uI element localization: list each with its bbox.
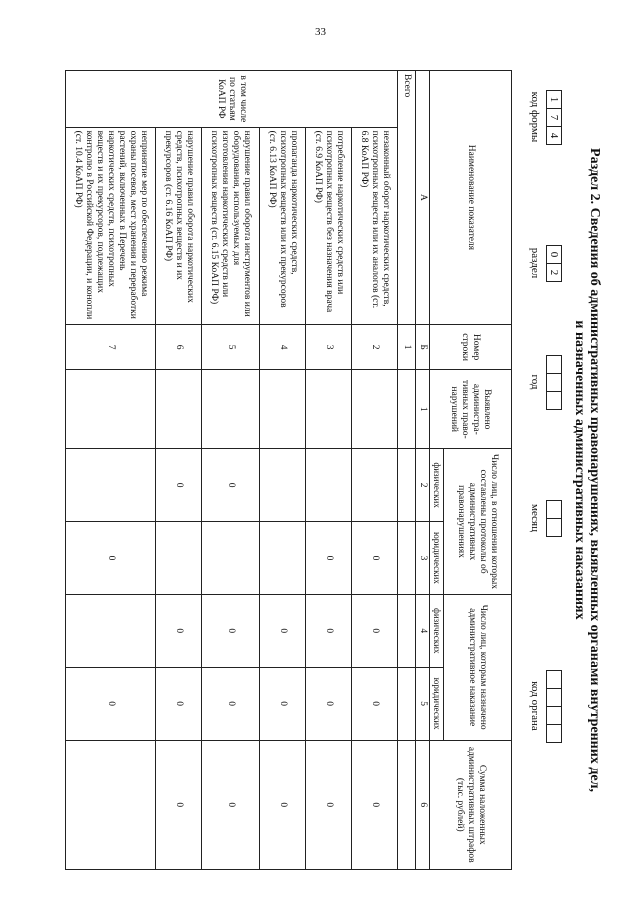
cell-punished-phys[interactable] <box>66 594 156 667</box>
title-line-2: и назначенных административных наказаниях <box>572 320 587 620</box>
header-fines: Сумма наложенных административных штрафов (тыс. рублей) <box>430 740 512 870</box>
table-row <box>306 71 352 870</box>
table-row <box>202 71 260 870</box>
cell-fines[interactable]: 0 <box>202 740 260 870</box>
row-group-total: Всего <box>398 71 416 325</box>
year-code-group <box>529 355 562 409</box>
cell-punished-jur[interactable]: 0 <box>306 667 352 740</box>
header-protocols: Число лиц, в отношении которых составлены протоколы об административных правонарушениях <box>444 449 512 595</box>
cell-fines[interactable] <box>398 740 416 870</box>
row-number: 5 <box>202 324 260 370</box>
col-index-2: 2 <box>416 449 430 522</box>
column-index-row <box>416 71 430 870</box>
section-code-group <box>529 245 562 281</box>
row-number: 1 <box>398 324 416 370</box>
cell-punished-jur[interactable]: 0 <box>66 667 156 740</box>
month-code-digit[interactable] <box>546 500 562 519</box>
cell-protocols-phys[interactable] <box>352 449 398 522</box>
col-index-1: 1 <box>416 370 430 449</box>
organ-code-group <box>529 670 562 742</box>
cell-punished-phys[interactable]: 0 <box>156 594 202 667</box>
cell-protocols-phys[interactable] <box>260 449 306 522</box>
cell-detected[interactable] <box>156 370 202 449</box>
col-index-3: 3 <box>416 522 430 595</box>
col-index-a: А <box>416 71 430 325</box>
cell-punished-jur[interactable] <box>398 667 416 740</box>
row-number: 7 <box>66 324 156 370</box>
table-row <box>352 71 398 870</box>
year-code-digit[interactable] <box>546 373 562 392</box>
month-code-label: месяц <box>529 504 541 532</box>
table-row <box>398 71 416 870</box>
cell-protocols-jur[interactable] <box>156 522 202 595</box>
form-code-label: код формы <box>529 91 541 143</box>
organ-code-digit[interactable] <box>546 706 562 725</box>
form-code-group <box>529 90 562 144</box>
row-name: потребление наркотических средств или психотропных веществ без назначения врача (ст. 6.9 КоАП РФ) <box>306 127 352 324</box>
year-code-digit[interactable] <box>546 355 562 374</box>
cell-detected[interactable] <box>66 370 156 449</box>
header-row <box>444 71 512 870</box>
organ-code-digit[interactable] <box>546 688 562 707</box>
col-index-4: 4 <box>416 594 430 667</box>
title-line-1: Раздел 2. Сведения об административных правонарушениях, выявленных органами внутренних дел, <box>587 148 602 792</box>
year-code-label: год <box>529 374 541 390</box>
cell-punished-phys[interactable]: 0 <box>306 594 352 667</box>
cell-fines[interactable]: 0 <box>260 740 306 870</box>
header-protocols-phys: физических <box>430 449 444 522</box>
table-row <box>156 71 202 870</box>
section-code-digit[interactable]: 2 <box>546 263 562 282</box>
row-number: 3 <box>306 324 352 370</box>
header-name: Наименование показателя <box>430 71 512 325</box>
cell-protocols-jur[interactable] <box>260 522 306 595</box>
cell-protocols-jur[interactable]: 0 <box>306 522 352 595</box>
header-punished-jur: юридических <box>430 667 444 740</box>
rotated-form-sheet <box>50 70 610 870</box>
form-code-digit[interactable]: 7 <box>546 108 562 127</box>
cell-fines[interactable]: 0 <box>352 740 398 870</box>
cell-detected[interactable] <box>306 370 352 449</box>
month-code-group <box>529 500 562 536</box>
cell-detected[interactable] <box>202 370 260 449</box>
cell-detected[interactable] <box>398 370 416 449</box>
year-code-digit[interactable] <box>546 391 562 410</box>
cell-protocols-jur[interactable] <box>202 522 260 595</box>
row-name: непринятие мер по обеспечению режима охраны посевов, мест хранения и переработки растений, включенных в Перечень наркотических средств, психотропных веществ и их прекурсоров, подлежащих контролю в Российской Федерации, и конопли (ст. 10.4 КоАП РФ) <box>66 127 156 324</box>
cell-punished-jur[interactable]: 0 <box>202 667 260 740</box>
header-protocols-jur: юридических <box>430 522 444 595</box>
section-title <box>572 70 602 870</box>
cell-protocols-phys[interactable]: 0 <box>202 449 260 522</box>
offenses-table <box>65 70 512 870</box>
form-code-digit[interactable]: 1 <box>546 90 562 109</box>
row-group-by-article: в том числе по статьям КоАП РФ <box>66 71 398 128</box>
cell-punished-jur[interactable]: 0 <box>260 667 306 740</box>
cell-protocols-phys[interactable] <box>306 449 352 522</box>
row-name: незаконный оборот наркотических средств, психотропных веществ или их аналогов (ст. 6.8 КоАП РФ) <box>352 127 398 324</box>
row-number: 4 <box>260 324 306 370</box>
col-index-b: Б <box>416 324 430 370</box>
cell-protocols-phys[interactable] <box>398 449 416 522</box>
section-code-label: раздел <box>529 247 541 279</box>
header-detected: Выявлено администра-тивных право-нарушений <box>430 370 512 449</box>
row-name: нарушение правил оборота инструментов или оборудования, используемых для изготовления наркотических средств или психотропных веществ (ст. 6.15 КоАП РФ) <box>202 127 260 324</box>
form-code-digit[interactable]: 4 <box>546 126 562 145</box>
header-punished: Число лиц, которым назначено административное наказание <box>444 594 512 740</box>
cell-punished-jur[interactable]: 0 <box>352 667 398 740</box>
cell-protocols-jur[interactable]: 0 <box>66 522 156 595</box>
cell-protocols-phys[interactable]: 0 <box>156 449 202 522</box>
cell-punished-phys[interactable]: 0 <box>202 594 260 667</box>
row-number: 2 <box>352 324 398 370</box>
cell-fines[interactable] <box>66 740 156 870</box>
organ-code-label: код органа <box>529 681 541 731</box>
cell-punished-jur[interactable]: 0 <box>156 667 202 740</box>
section-code-digit[interactable]: 0 <box>546 245 562 264</box>
row-number: 6 <box>156 324 202 370</box>
cell-protocols-phys[interactable] <box>66 449 156 522</box>
cell-protocols-jur[interactable]: 0 <box>352 522 398 595</box>
page-number: 33 <box>315 26 326 38</box>
cell-protocols-jur[interactable] <box>398 522 416 595</box>
cell-punished-phys[interactable] <box>398 594 416 667</box>
col-index-5: 5 <box>416 667 430 740</box>
cell-punished-phys[interactable]: 0 <box>260 594 306 667</box>
header-punished-phys: физических <box>430 594 444 667</box>
table-row <box>66 71 156 870</box>
cell-punished-phys[interactable]: 0 <box>352 594 398 667</box>
cell-detected[interactable] <box>260 370 306 449</box>
cell-detected[interactable] <box>352 370 398 449</box>
code-fields <box>518 70 562 870</box>
header-row-number: Номер строки <box>430 324 512 370</box>
table-row <box>260 71 306 870</box>
organ-code-digit[interactable] <box>546 724 562 743</box>
cell-fines[interactable]: 0 <box>156 740 202 870</box>
organ-code-digit[interactable] <box>546 670 562 689</box>
row-name: нарушение правил оборота наркотических средств, психотропных веществ и их прекурсоров (ст. 6.16 КоАП РФ) <box>156 127 202 324</box>
cell-fines[interactable]: 0 <box>306 740 352 870</box>
month-code-digit[interactable] <box>546 518 562 537</box>
row-name: пропаганда наркотических средств, психотропных веществ или их прекурсоров (ст. 6.13 КоАП РФ) <box>260 127 306 324</box>
col-index-6: 6 <box>416 740 430 870</box>
